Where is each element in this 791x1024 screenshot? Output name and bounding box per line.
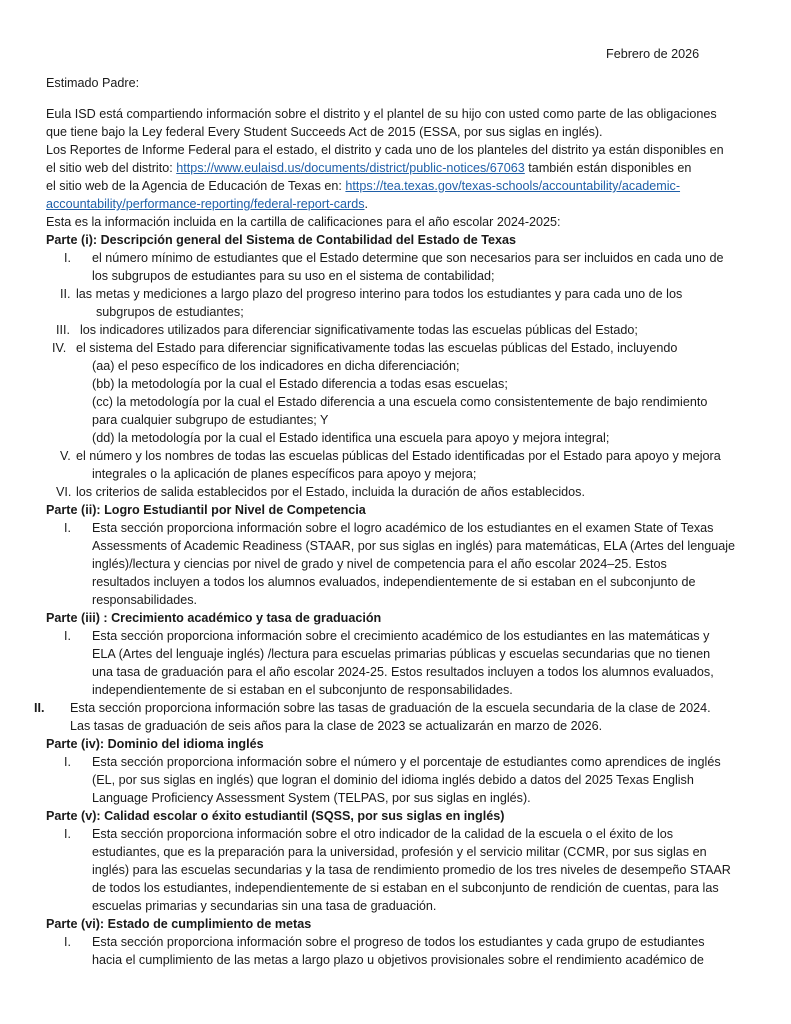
list-item-text: Esta sección proporciona información sobre el número y el porcentaje de estudiantes como aprendices de inglés bbox=[92, 755, 721, 769]
list-item-text: Language Proficiency Assessment System (TELPAS, por sus siglas en inglés). bbox=[92, 791, 531, 805]
list-item-text: (EL, por sus siglas en inglés) que logran el dominio del idioma inglés debido a datos del 2025 Texas English bbox=[92, 773, 694, 787]
section-heading-part-5: Parte (v): Calidad escolar o éxito estudiantil (SQSS, por sus siglas en inglés) bbox=[46, 809, 505, 823]
list-item-text: responsabilidades. bbox=[92, 593, 198, 607]
list-item-text: independientemente de si estaban en el subconjunto de responsabilidades. bbox=[92, 683, 513, 697]
list-item-text: inglés)/lectura y ciencias por nivel de grado y nivel de competencia para el año escolar 2024–25. Estos bbox=[92, 557, 667, 571]
greeting: Estimado Padre: bbox=[46, 76, 140, 90]
item-number: III. bbox=[56, 323, 70, 337]
list-item-text: el sistema del Estado para diferenciar significativamente todas las escuelas públicas del Estado, incluyendo bbox=[76, 341, 678, 355]
list-item-text: hacia el cumplimiento de las metas a largo plazo u objetivos provisionales sobre el rendimiento académico de bbox=[92, 953, 704, 967]
sub-item-text: (dd) la metodología por la cual el Estado identifica una escuela para apoyo y mejora integral; bbox=[92, 431, 610, 445]
intro-text: el sitio web del distrito: bbox=[46, 161, 177, 175]
list-item-text: integrales o la aplicación de planes específicos para apoyo y mejora; bbox=[92, 467, 477, 481]
intro-line: Eula ISD está compartiendo información sobre el distrito y el plantel de su hijo con usted como parte de las obligaciones bbox=[46, 107, 717, 121]
section-heading-part-3: Parte (iii) : Crecimiento académico y tasa de graduación bbox=[46, 611, 382, 625]
intro-text: también están disponibles en bbox=[524, 161, 692, 175]
list-item-text: subgrupos de estudiantes; bbox=[96, 305, 244, 319]
item-number: V. bbox=[60, 449, 71, 463]
intro-line bbox=[46, 160, 691, 177]
list-item-text: inglés) para las escuelas secundarias y la tasa de rendimiento promedio de los tres niveles de desempeño STAAR bbox=[92, 863, 731, 877]
list-item-text: Esta sección proporciona información sobre el crecimiento académico de los estudiantes en las matemáticas y bbox=[92, 629, 710, 643]
sub-item-text: (bb) la metodología por la cual el Estado diferencia a todas esas escuelas; bbox=[92, 377, 508, 391]
item-number: I. bbox=[64, 827, 71, 841]
item-number: I. bbox=[64, 251, 71, 265]
list-item-text: estudiantes, que es la preparación para la universidad, profesión y el servicio militar (CCMR, por sus siglas en bbox=[92, 845, 707, 859]
list-item-text: los criterios de salida establecidos por el Estado, incluida la duración de años establecidos. bbox=[76, 485, 585, 499]
list-item-text: Assessments of Academic Readiness (STAAR, por sus siglas en inglés) para matemáticas, ELA (Artes del lenguaje bbox=[92, 539, 736, 553]
item-number: I. bbox=[64, 935, 71, 949]
item-number: II. bbox=[60, 287, 71, 301]
section-heading-part-1: Parte (i): Descripción general del Sistema de Contabilidad del Estado de Texas bbox=[46, 233, 517, 247]
list-item-text: el número y los nombres de todas las escuelas públicas del Estado identificadas por el Estado para apoyo y mejora bbox=[76, 449, 721, 463]
item-number: VI. bbox=[56, 485, 72, 499]
section-heading-part-6: Parte (vi): Estado de cumplimiento de metas bbox=[46, 917, 312, 931]
item-number: I. bbox=[64, 755, 71, 769]
list-item-text: Esta sección proporciona información sobre las tasas de graduación de la escuela secundaria de la clase de 2024. bbox=[70, 701, 711, 715]
item-number: II. bbox=[34, 701, 45, 715]
intro-line: que tiene bajo la Ley federal Every Student Succeeds Act de 2015 (ESSA, por sus siglas en inglés). bbox=[46, 125, 603, 139]
tea-website-link-continued[interactable]: accountability/performance-reporting/federal-report-cards bbox=[46, 197, 365, 211]
district-website-link[interactable]: https://www.eulaisd.us/documents/district/public-notices/67063 bbox=[176, 161, 525, 175]
list-item-text: escuelas primarias y secundarias sin una tasa de graduación. bbox=[92, 899, 437, 913]
intro-line bbox=[46, 196, 368, 213]
intro-text: el sitio web de la Agencia de Educación de Texas en: bbox=[46, 179, 346, 193]
intro-line: Los Reportes de Informe Federal para el estado, el distrito y cada uno de los planteles del distrito ya están disponibles en bbox=[46, 143, 724, 157]
sub-item-text: (cc) la metodología por la cual el Estado diferencia a una escuela como consistentemente de bajo rendimiento bbox=[92, 395, 708, 409]
list-item-text: las metas y mediciones a largo plazo del progreso interino para todos los estudiantes y para cada uno de los bbox=[76, 287, 683, 301]
tea-website-link[interactable]: https://tea.texas.gov/texas-schools/accountability/academic- bbox=[345, 179, 681, 193]
section-heading-part-4: Parte (iv): Dominio del idioma inglés bbox=[46, 737, 264, 751]
list-item-text: ELA (Artes del lenguaje inglés) /lectura para escuelas primarias públicas y escuelas secundarias que no tienen bbox=[92, 647, 711, 661]
sub-item-text: (aa) el peso específico de los indicadores en dicha diferenciación; bbox=[92, 359, 460, 373]
item-number: I. bbox=[64, 629, 71, 643]
list-item-text: Las tasas de graduación de seis años para la clase de 2023 se actualizarán en marzo de 2026. bbox=[70, 719, 603, 733]
intro-line bbox=[46, 178, 680, 195]
list-item-text: Esta sección proporciona información sobre el logro académico de los estudiantes en el examen State of Texas bbox=[92, 521, 714, 535]
list-item-text: de todos los estudiantes, independientemente de si estaban en el subconjunto de rendición de cuentas, para las bbox=[92, 881, 719, 895]
item-number: IV. bbox=[52, 341, 67, 355]
list-item-text: Esta sección proporciona información sobre el progreso de todos los estudiantes y cada grupo de estudiantes bbox=[92, 935, 705, 949]
list-item-text: el número mínimo de estudiantes que el Estado determine que son necesarios para ser incluidos en cada uno de bbox=[92, 251, 724, 265]
item-number: I. bbox=[64, 521, 71, 535]
list-item-text: los indicadores utilizados para diferenciar significativamente todas las escuelas públicas del Estado; bbox=[80, 323, 638, 337]
intro-line: Esta es la información incluida en la cartilla de calificaciones para el año escolar 2024-2025: bbox=[46, 215, 561, 229]
letter-date: Febrero de 2026 bbox=[606, 47, 700, 61]
list-item-text: una tasa de graduación para el año escolar 2024-25. Estos resultados incluyen a todos los alumnos evaluados, bbox=[92, 665, 714, 679]
list-item-text: los subgrupos de estudiantes para su uso en el sistema de contabilidad; bbox=[92, 269, 495, 283]
list-item-text: resultados incluyen a todos los alumnos evaluados, independientemente de si estaban en el subconjunto de bbox=[92, 575, 696, 589]
intro-text: . bbox=[364, 197, 368, 211]
section-heading-part-2: Parte (ii): Logro Estudiantil por Nivel de Competencia bbox=[46, 503, 366, 517]
sub-item-text: para cualquier subgrupo de estudiantes; Y bbox=[92, 413, 329, 427]
list-item-text: Esta sección proporciona información sobre el otro indicador de la calidad de la escuela o el éxito de los bbox=[92, 827, 674, 841]
